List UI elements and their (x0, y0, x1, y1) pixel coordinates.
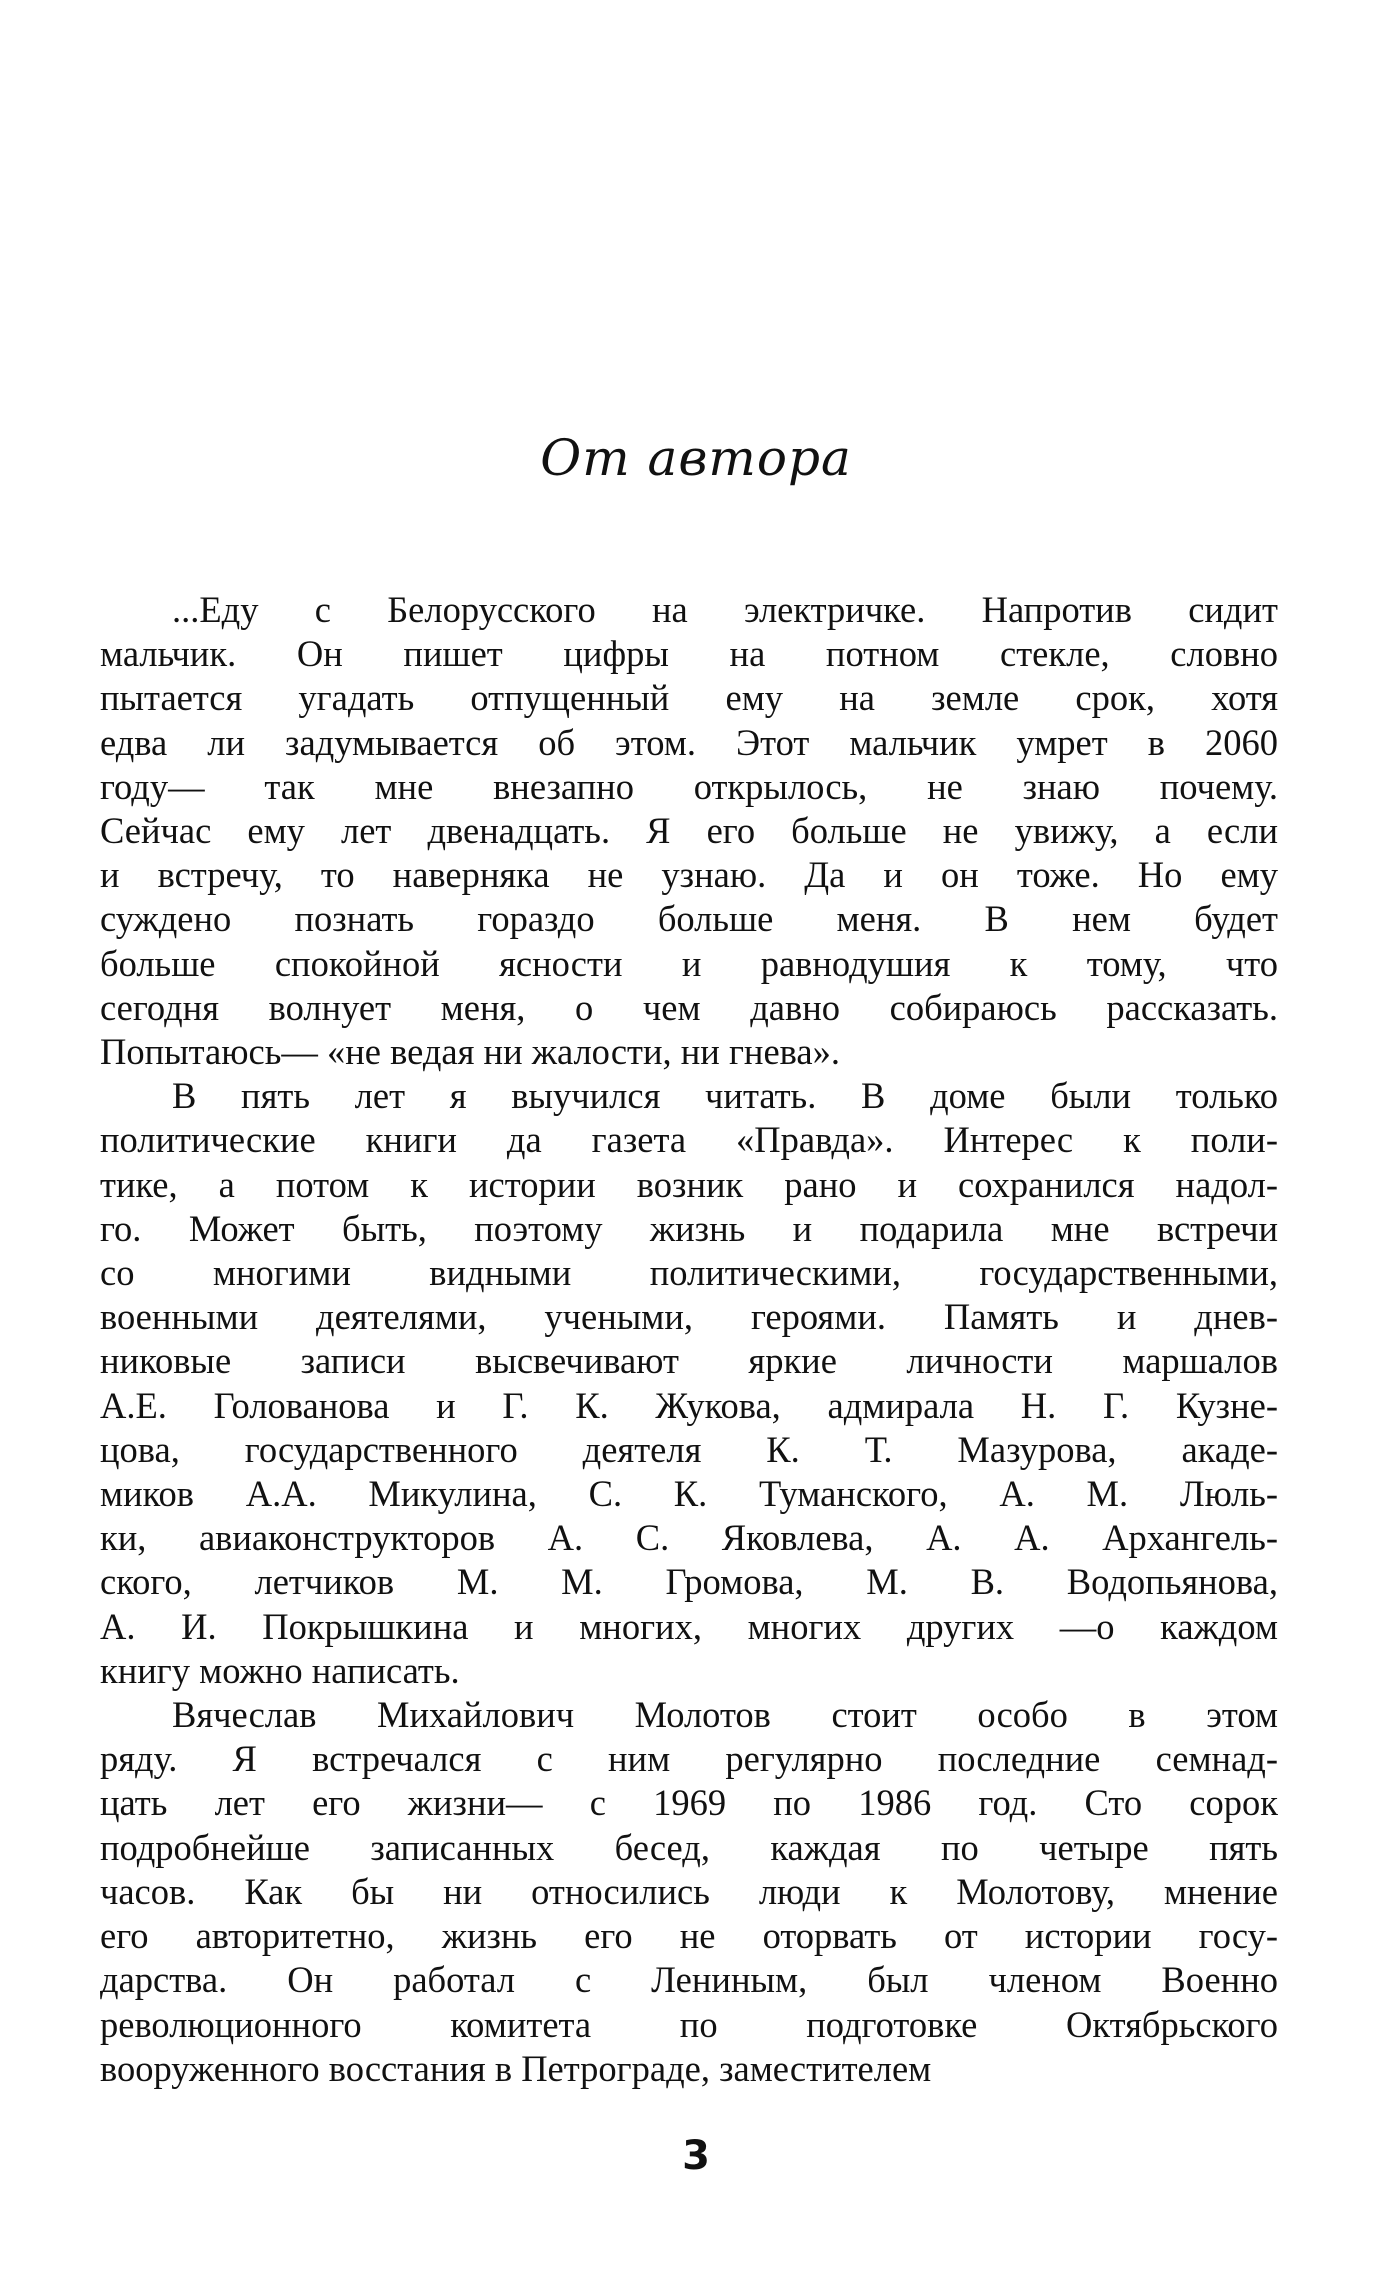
text-line: политические книги да газета «Правда». Интерес к поли- (100, 1119, 1278, 1161)
text-line: ки, авиаконструкторов А. С. Яковлева, А. А. Архангель- (100, 1517, 1278, 1559)
text-line: пытается угадать отпущенный ему на земле срок, хотя (100, 677, 1278, 719)
text-line: мальчик. Он пишет цифры на потном стекле, словно (100, 633, 1278, 675)
text-line: его авторитетно, жизнь его не оторвать от истории госу- (100, 1915, 1278, 1957)
text-line: больше спокойной ясности и равнодушия к тому, что (100, 942, 1278, 984)
text-line: ского, летчиков М. М. Громова, М. В. Водопьянова, (100, 1561, 1278, 1603)
text-line: году— так мне внезапно открылось, не знаю почему. (100, 765, 1278, 807)
text-line: А.Е. Голованова и Г. К. Жукова, адмирала Н. Г. Кузне- (100, 1384, 1278, 1426)
paragraph (100, 1693, 1278, 2091)
page-number: 3 (682, 2133, 710, 2179)
text-line: миков А.А. Микулина, С. К. Туманского, А. М. Люль- (100, 1473, 1278, 1515)
text-line: цова, государственного деятеля К. Т. Мазурова, акаде- (100, 1428, 1278, 1470)
body-text (100, 588, 1278, 2091)
text-line: дарства. Он работал с Лениным, был членом Военно (100, 1959, 1278, 2001)
text-line: го. Может быть, поэтому жизнь и подарила мне встречи (100, 1207, 1278, 1249)
text-line: никовые записи высвечивают яркие личности маршалов (100, 1340, 1278, 1382)
text-line: подробнейше записанных бесед, каждая по четыре пять (100, 1826, 1278, 1868)
text-line: цать лет его жизни— с 1969 по 1986 год. Сто сорок (100, 1782, 1278, 1824)
text-line: ряду. Я встречался с ним регулярно последние семнад- (100, 1738, 1278, 1780)
text-line: и встречу, то наверняка не узнаю. Да и он тоже. Но ему (100, 854, 1278, 896)
text-line: вооруженного восстания в Петрограде, заместителем (100, 2047, 932, 2089)
paragraph (100, 588, 1278, 1074)
text-line: сегодня волнует меня, о чем давно собираюсь рассказать. (100, 986, 1278, 1028)
text-line: со многими видными политическими, государственными, (100, 1252, 1278, 1294)
text-line: ...Еду с Белорусского на электричке. Напротив сидит (172, 589, 1278, 630)
text-line: Попытаюсь— «не ведая ни жалости, ни гнева». (100, 1031, 840, 1073)
text-line: Сейчас ему лет двенадцать. Я его больше не увижу, а если (100, 810, 1278, 852)
chapter-title: От автора (540, 429, 852, 487)
text-line: В пять лет я выучился читать. В доме были только (172, 1075, 1278, 1117)
text-line: суждено познать гораздо больше меня. В нем будет (100, 898, 1278, 940)
text-line: книгу можно написать. (100, 1649, 460, 1691)
text-line: А. И. Покрышкина и многих, многих других —о каждом (100, 1605, 1278, 1647)
text-line: тике, а потом к истории возник рано и сохранился надол- (100, 1163, 1278, 1205)
text-line: революционного комитета по подготовке Октябрьского (100, 2003, 1278, 2045)
text-line: Вячеслав Михайлович Молотов стоит особо в этом (172, 1694, 1278, 1736)
text-line: часов. Как бы ни относились люди к Молотову, мнение (100, 1870, 1278, 1912)
text-line: военными деятелями, учеными, героями. Память и днев- (100, 1296, 1278, 1338)
text-line: едва ли задумывается об этом. Этот мальчик умрет в 2060 (100, 721, 1278, 763)
paragraph (100, 1074, 1278, 1693)
